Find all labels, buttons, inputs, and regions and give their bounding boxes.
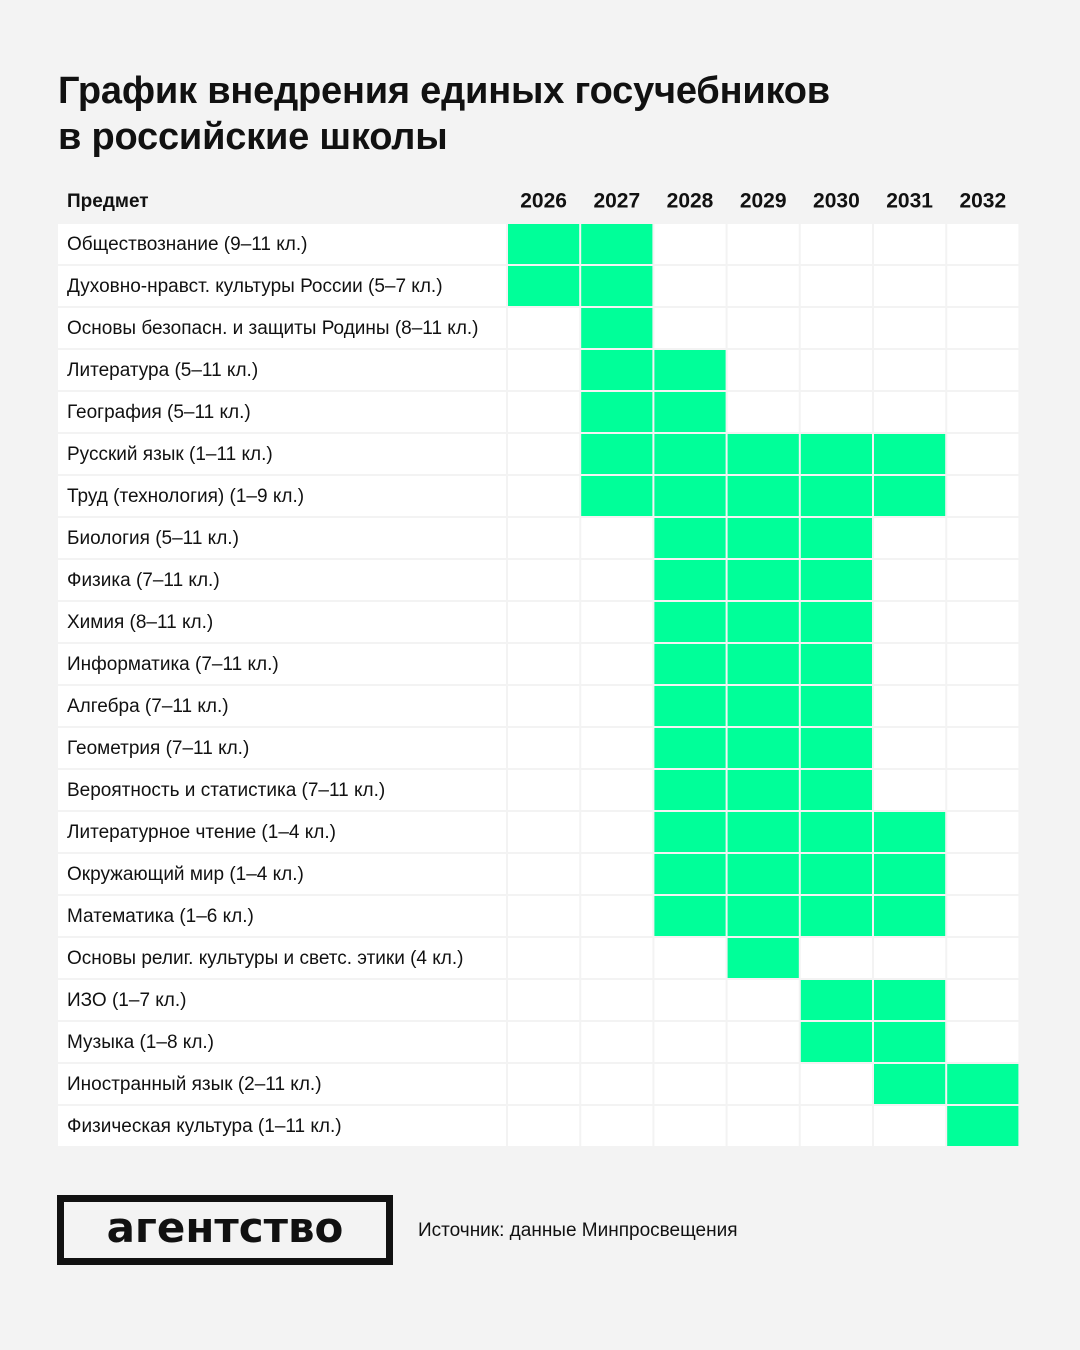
- year-cell-2032: [947, 308, 1018, 348]
- year-cell-2027: [581, 980, 652, 1020]
- subject-label: Физика (7–11 кл.): [67, 570, 220, 592]
- year-cell-2030: [801, 1106, 872, 1146]
- year-cell-2029: [728, 350, 799, 390]
- year-cell-2027: [581, 896, 652, 936]
- year-cell-2027: [581, 518, 652, 558]
- year-cell-active-2027: [581, 476, 652, 516]
- year-cell-2028: [654, 1106, 725, 1146]
- year-cell-active-2029: [728, 770, 799, 810]
- subject-label: Основы безопасн. и защиты Родины (8–11 кл.): [67, 318, 479, 340]
- year-cell-2032: [947, 896, 1018, 936]
- subject-label: Физическая культура (1–11 кл.): [67, 1116, 342, 1138]
- subject-label: Алгебра (7–11 кл.): [67, 696, 229, 718]
- year-cell-2029: [728, 1064, 799, 1104]
- year-cell-2026: [508, 1064, 579, 1104]
- year-cell-active-2027: [581, 350, 652, 390]
- year-cell-active-2029: [728, 476, 799, 516]
- year-cell-active-2030: [801, 854, 872, 894]
- year-cell-2027: [581, 812, 652, 852]
- year-cell-active-2029: [728, 644, 799, 684]
- year-cell-2031: [874, 686, 945, 726]
- subject-label: Математика (1–6 кл.): [67, 906, 254, 928]
- year-cell-active-2028: [654, 518, 725, 558]
- year-cell-2031: [874, 1106, 945, 1146]
- source-note: Источник: данные Минпросвещения: [418, 1220, 738, 1241]
- year-cell-active-2030: [801, 812, 872, 852]
- year-cell-2026: [508, 812, 579, 852]
- year-cell-active-2028: [654, 560, 725, 600]
- year-cell-2031: [874, 644, 945, 684]
- year-cell-2029: [728, 1022, 799, 1062]
- year-cell-2031: [874, 602, 945, 642]
- year-cell-active-2028: [654, 854, 725, 894]
- year-cell-active-2027: [581, 308, 652, 348]
- year-cell-2031: [874, 224, 945, 264]
- year-cell-2028: [654, 224, 725, 264]
- year-cell-active-2030: [801, 770, 872, 810]
- year-cell-2026: [508, 854, 579, 894]
- year-cell-active-2031: [874, 1022, 945, 1062]
- year-cell-active-2028: [654, 602, 725, 642]
- year-cell-active-2030: [801, 560, 872, 600]
- table-row: [58, 728, 1018, 768]
- year-cell-2026: [508, 476, 579, 516]
- year-cell-2031: [874, 350, 945, 390]
- year-cell-2027: [581, 1106, 652, 1146]
- year-cell-2028: [654, 1022, 725, 1062]
- table-row: [58, 602, 1018, 642]
- year-cell-active-2028: [654, 896, 725, 936]
- year-cell-active-2030: [801, 896, 872, 936]
- chart-title-line-2: в российские школы: [58, 116, 448, 158]
- year-cell-active-2028: [654, 686, 725, 726]
- table-row: [58, 308, 1018, 348]
- year-cell-2026: [508, 896, 579, 936]
- year-cell-active-2028: [654, 350, 725, 390]
- year-cell-2026: [508, 644, 579, 684]
- year-cell-2027: [581, 854, 652, 894]
- subject-label: Окружающий мир (1–4 кл.): [67, 864, 304, 886]
- subject-label: Вероятность и статистика (7–11 кл.): [67, 780, 386, 802]
- year-cell-active-2029: [728, 938, 799, 978]
- subject-label: Иностранный язык (2–11 кл.): [67, 1074, 322, 1096]
- table-row: [58, 812, 1018, 852]
- year-cell-active-2030: [801, 644, 872, 684]
- year-cell-2026: [508, 560, 579, 600]
- year-cell-2027: [581, 1022, 652, 1062]
- year-cell-active-2028: [654, 434, 725, 474]
- year-cell-2028: [654, 938, 725, 978]
- year-cell-2027: [581, 1064, 652, 1104]
- year-cell-2026: [508, 602, 579, 642]
- subject-label: География (5–11 кл.): [67, 402, 251, 424]
- year-cell-active-2029: [728, 686, 799, 726]
- year-cell-2026: [508, 308, 579, 348]
- year-cell-active-2030: [801, 602, 872, 642]
- subject-label: Обществознание (9–11 кл.): [67, 234, 308, 256]
- year-cell-2032: [947, 518, 1018, 558]
- year-cell-active-2030: [801, 1022, 872, 1062]
- year-cell-active-2027: [581, 224, 652, 264]
- table-row: [58, 1064, 1018, 1104]
- year-cell-active-2028: [654, 812, 725, 852]
- year-cell-2030: [801, 392, 872, 432]
- year-cell-2029: [728, 1106, 799, 1146]
- year-cell-2026: [508, 1106, 579, 1146]
- year-cell-2032: [947, 560, 1018, 600]
- year-cell-active-2030: [801, 434, 872, 474]
- year-cell-active-2031: [874, 854, 945, 894]
- table-row: [58, 686, 1018, 726]
- table-row: [58, 644, 1018, 684]
- year-cell-2026: [508, 686, 579, 726]
- year-cell-active-2031: [874, 896, 945, 936]
- year-cell-2027: [581, 602, 652, 642]
- year-cell-2028: [654, 1064, 725, 1104]
- year-header-2030: 2030: [813, 189, 860, 213]
- year-cell-active-2030: [801, 686, 872, 726]
- year-cell-2030: [801, 938, 872, 978]
- year-cell-2029: [728, 980, 799, 1020]
- table-row: [58, 896, 1018, 936]
- year-cell-2027: [581, 560, 652, 600]
- table-row: [58, 980, 1018, 1020]
- year-cell-2026: [508, 434, 579, 474]
- year-header-2027: 2027: [593, 189, 641, 213]
- year-cell-2030: [801, 350, 872, 390]
- year-cell-active-2031: [874, 1064, 945, 1104]
- year-cell-2032: [947, 980, 1018, 1020]
- year-cell-2026: [508, 1022, 579, 1062]
- subject-label: Музыка (1–8 кл.): [67, 1032, 215, 1054]
- year-cell-2032: [947, 644, 1018, 684]
- subject-label: Литературное чтение (1–4 кл.): [67, 822, 336, 844]
- year-cell-active-2028: [654, 392, 725, 432]
- year-cell-active-2030: [801, 980, 872, 1020]
- year-cell-active-2027: [581, 266, 652, 306]
- header-subject-label: Предмет: [67, 191, 149, 213]
- year-cell-2031: [874, 266, 945, 306]
- year-cell-2028: [654, 980, 725, 1020]
- subject-label: Геометрия (7–11 кл.): [67, 738, 250, 760]
- year-cell-2031: [874, 392, 945, 432]
- year-cell-active-2027: [581, 434, 652, 474]
- year-cell-2027: [581, 770, 652, 810]
- table-row: [58, 392, 1018, 432]
- year-cell-2032: [947, 266, 1018, 306]
- year-cell-2031: [874, 938, 945, 978]
- year-header-2031: 2031: [886, 189, 933, 213]
- year-cell-active-2032: [947, 1106, 1018, 1146]
- year-cell-2032: [947, 770, 1018, 810]
- year-cell-active-2026: [508, 224, 579, 264]
- year-cell-active-2032: [947, 1064, 1018, 1104]
- table-row: [58, 1022, 1018, 1062]
- table-row: [58, 350, 1018, 390]
- year-cell-2026: [508, 518, 579, 558]
- table-row: [58, 1106, 1018, 1146]
- subject-label: Основы религ. культуры и светс. этики (4 кл.): [67, 948, 464, 970]
- subject-label: Литература (5–11 кл.): [67, 360, 259, 382]
- year-header-2029: 2029: [739, 189, 787, 213]
- year-cell-2030: [801, 1064, 872, 1104]
- year-cell-2027: [581, 938, 652, 978]
- subject-label: ИЗО (1–7 кл.): [67, 990, 187, 1012]
- year-cell-2032: [947, 392, 1018, 432]
- year-cell-2032: [947, 854, 1018, 894]
- agency-logo: [57, 1195, 393, 1265]
- year-cell-2032: [947, 434, 1018, 474]
- year-cell-2026: [508, 770, 579, 810]
- year-cell-2029: [728, 308, 799, 348]
- year-cell-2026: [508, 350, 579, 390]
- year-cell-active-2029: [728, 434, 799, 474]
- year-cell-2028: [654, 308, 725, 348]
- agency-logo-text: агентство: [106, 1203, 344, 1252]
- table-row: [58, 476, 1018, 516]
- year-cell-active-2029: [728, 560, 799, 600]
- table-row: [58, 770, 1018, 810]
- chart-title-line-1: График внедрения единых госучебников: [58, 70, 830, 112]
- year-cell-active-2029: [728, 518, 799, 558]
- year-cell-active-2028: [654, 770, 725, 810]
- year-cell-active-2031: [874, 812, 945, 852]
- table-row: [58, 266, 1018, 306]
- year-cell-2026: [508, 980, 579, 1020]
- year-cell-2032: [947, 686, 1018, 726]
- year-cell-2031: [874, 560, 945, 600]
- year-cell-active-2031: [874, 434, 945, 474]
- year-cell-2029: [728, 266, 799, 306]
- table-row: [58, 518, 1018, 558]
- year-cell-active-2029: [728, 602, 799, 642]
- table-row: [58, 854, 1018, 894]
- year-cell-2030: [801, 308, 872, 348]
- year-cell-2032: [947, 350, 1018, 390]
- year-header-2026: 2026: [520, 189, 567, 213]
- year-cell-active-2026: [508, 266, 579, 306]
- year-cell-active-2030: [801, 518, 872, 558]
- subject-label: Информатика (7–11 кл.): [67, 654, 279, 676]
- year-cell-2027: [581, 644, 652, 684]
- year-cell-2026: [508, 392, 579, 432]
- year-cell-active-2029: [728, 728, 799, 768]
- year-cell-2032: [947, 728, 1018, 768]
- year-cell-2032: [947, 476, 1018, 516]
- year-cell-2032: [947, 602, 1018, 642]
- year-cell-2030: [801, 224, 872, 264]
- subject-label: Труд (технология) (1–9 кл.): [67, 486, 305, 508]
- year-cell-active-2030: [801, 728, 872, 768]
- year-cell-active-2029: [728, 854, 799, 894]
- subject-label: Биология (5–11 кл.): [67, 528, 239, 550]
- year-cell-2032: [947, 938, 1018, 978]
- year-cell-2026: [508, 728, 579, 768]
- table-row: [58, 560, 1018, 600]
- year-cell-2030: [801, 266, 872, 306]
- subject-label: Русский язык (1–11 кл.): [67, 444, 273, 466]
- year-header-2032: 2032: [959, 189, 1007, 213]
- year-cell-active-2029: [728, 896, 799, 936]
- year-cell-active-2031: [874, 476, 945, 516]
- year-cell-active-2030: [801, 476, 872, 516]
- year-cell-2031: [874, 770, 945, 810]
- year-cell-2029: [728, 224, 799, 264]
- year-cell-2031: [874, 308, 945, 348]
- year-cell-active-2031: [874, 980, 945, 1020]
- year-cell-2026: [508, 938, 579, 978]
- table-row: [58, 224, 1018, 264]
- year-cell-active-2028: [654, 476, 725, 516]
- year-cell-2031: [874, 728, 945, 768]
- year-cell-2032: [947, 1022, 1018, 1062]
- year-cell-active-2028: [654, 644, 725, 684]
- year-cell-2031: [874, 518, 945, 558]
- table-row: [58, 434, 1018, 474]
- year-cell-2027: [581, 728, 652, 768]
- subject-label: Химия (8–11 кл.): [67, 612, 214, 634]
- year-header-2028: 2028: [666, 189, 714, 213]
- year-cell-active-2029: [728, 812, 799, 852]
- year-cell-2032: [947, 224, 1018, 264]
- table-row: [58, 938, 1018, 978]
- year-cell-2032: [947, 812, 1018, 852]
- subject-label: Духовно-нравст. культуры России (5–7 кл.): [67, 276, 443, 298]
- year-cell-2028: [654, 266, 725, 306]
- year-cell-active-2028: [654, 728, 725, 768]
- year-cell-2027: [581, 686, 652, 726]
- year-cell-active-2027: [581, 392, 652, 432]
- year-cell-2029: [728, 392, 799, 432]
